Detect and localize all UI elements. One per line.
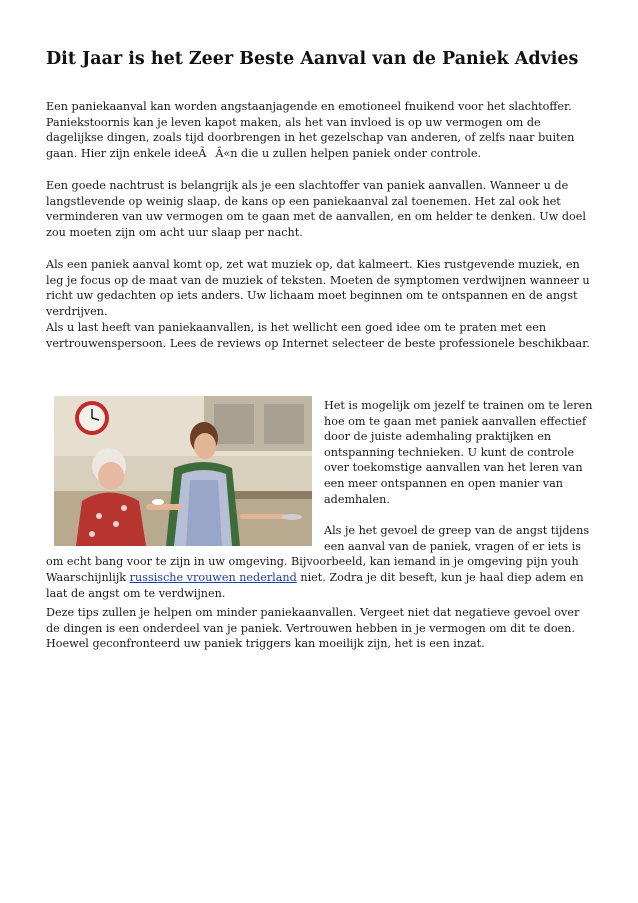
paragraph-5-with-image: [0, 398, 594, 601]
paragraph-3: Als een paniek aanval komt op, zet wat muziek op, dat kalmeert. Kies rustgevende muziek, en leg je focus op de maat van de muziek of teksten. Moeten de symptomen verdwijnen wanneer u richt uw gedachten op iets anders. Uw lichaam moet beginnen om te ontspannen en de angst verdrijven.: [46, 258, 590, 318]
paragraph-1: Een paniekaanval kan worden angstaanjagende en emotioneel fnuikend voor het slachtoffer. Paniekstoornis kan je leven kapot maken, als het van invloed is op uw vermogen om de dagelijkse dingen, zoals tijd doorbrengen in het gezelschap van anderen, of zelfs naar buiten gaan. Hier zijn enkele ideeÃÂ«n die u zullen helpen paniek onder controle.: [46, 100, 575, 160]
kitchen-photo: [54, 396, 312, 546]
paragraph-4: Als u last heeft van paniekaanvallen, is het wellicht een goed idee om te praten met een vertrouwenspersoon. Lees de reviews op Internet selecteer de beste professionele beschikbaar.: [46, 321, 590, 350]
paragraph-2: Een goede nachtrust is belangrijk als je een slachtoffer van paniek aanvallen. Wanneer u de langstlevende op weinig slaap, de kans op een paniekaanval zal toenemen. Het zal ook het verminderen van uw vermogen om te gaan met de aanvallen, en om helder te denken. Uw doel zou moeten zijn om acht uur slaap per nacht.: [46, 179, 586, 239]
paragraph-5c: niet. Zodra je dit beseft, kun je haal diep adem en laat de angst om te verdwijnen.: [46, 570, 584, 600]
paragraph-6: Deze tips zullen je helpen om minder paniekaanvallen. Vergeet niet dat negatieve gevoel over de dingen is een onderdeel van je paniek. Vertrouwen hebben in je vermogen om dit te doen. Hoewel geconfronteerd uw paniek triggers kan moeilijk zijn, het is een inzat.: [46, 606, 580, 651]
page-title: Dit Jaar is het Zeer Beste Aanval van de Paniek Advies: [46, 49, 579, 69]
paragraph-5a: Het is mogelijk om jezelf te trainen om te leren hoe om te gaan met paniek aanvallen effectief door de juiste ademhaling praktijken en ontspanning technieken. U kunt de controle over toekomstige aanvallen van het leren van een meer ontspannen en open manier van ademhalen.: [324, 399, 593, 506]
kitchen-illustration: [54, 396, 312, 546]
paragraph-5b: Als je het gevoel de greep van de angst tijdens een aanval van de paniek, vragen of er iets is om echt bang voor te zijn in uw omgeving. Bijvoorbeeld, kan iemand in je omgeving pijn youh Waarschijnlijk: [46, 524, 590, 584]
russische-vrouwen-link[interactable]: russische vrouwen nederland: [129, 570, 297, 584]
